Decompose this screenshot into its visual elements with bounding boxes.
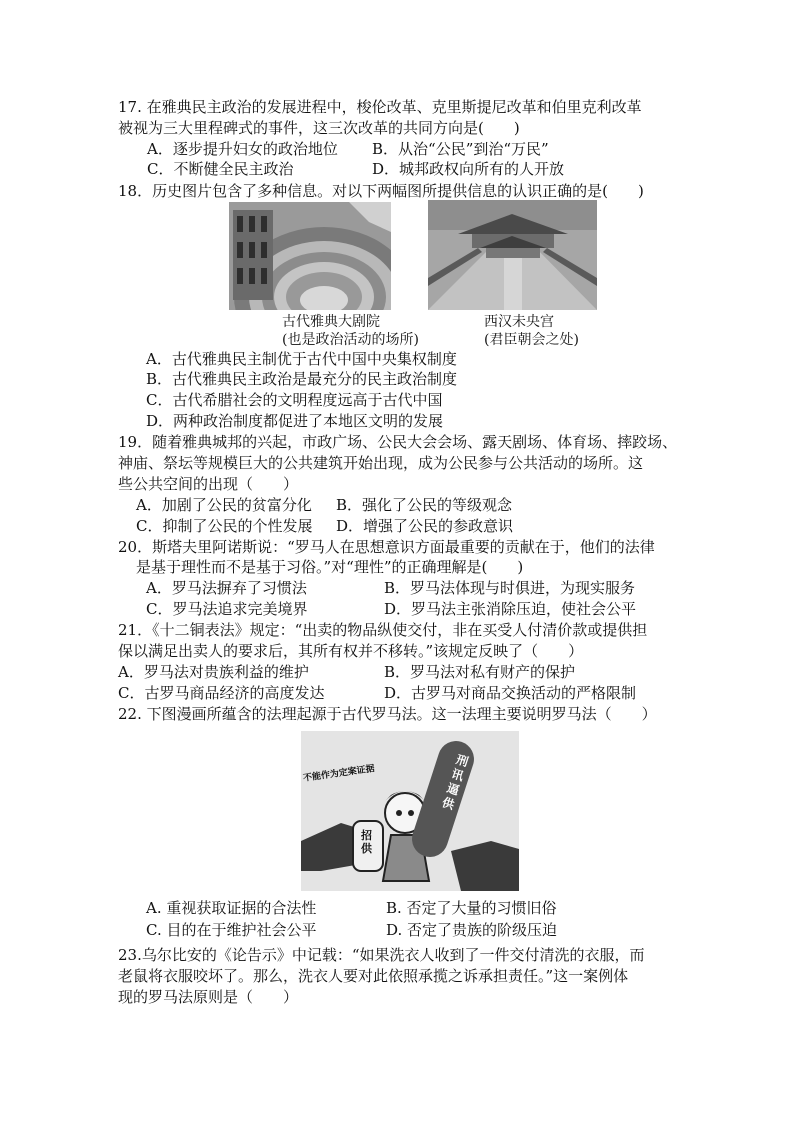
q17-option-d: D．城邦政权向所有的人开放 xyxy=(372,160,565,178)
athens-theatre-caption: 古代雅典大剧院 xyxy=(282,314,380,330)
q17-option-a: A．逐步提升妇女的政治地位 xyxy=(147,140,338,158)
q22-stem-line1: 22. 下图漫画所蕴含的法理起源于古代罗马法。这一法理主要说明罗马法（ ） xyxy=(118,705,657,723)
q18-option-b: B．古代雅典民主政治是最充分的民主政治制度 xyxy=(146,370,458,388)
q22-option-a: A. 重视获取证据的合法性 xyxy=(146,899,317,917)
q18-option-a: A．古代雅典民主制优于古代中国中央集权制度 xyxy=(146,350,457,368)
q19-option-b: B．强化了公民的等级观念 xyxy=(336,496,513,514)
q22-option-c: C. 目的在于维护社会公平 xyxy=(146,921,317,939)
q17-stem-line1: 17. 在雅典民主政治的发展进程中，梭伦改革、克里斯提尼改革和伯里克利改革 xyxy=(118,98,642,116)
torture-confession-cartoon xyxy=(301,731,519,891)
weiyang-palace-caption: 西汉未央宫 xyxy=(484,314,554,330)
q18-option-d: D．两种政治制度都促进了本地区文明的发展 xyxy=(146,412,444,430)
q17-stem-line2: 被视为三大里程碑式的事件，这三次改革的共同方向是( ) xyxy=(118,119,520,137)
q19-option-d: D．增强了公民的参政意识 xyxy=(336,517,514,535)
q21-option-c: C．古罗马商品经济的高度发达 xyxy=(118,684,325,702)
q20-option-a: A．罗马法摒弃了习惯法 xyxy=(146,579,307,597)
q20-stem-line1: 20．斯塔夫里阿诺斯说：“罗马人在思想意识方面最重要的贡献在于，他们的法律 xyxy=(118,538,655,556)
q18-stem-line1: 18．历史图片包含了多种信息。对以下两幅图所提供信息的认识正确的是( ) xyxy=(118,182,644,200)
athens-theatre-subcaption: (也是政治活动的场所) xyxy=(282,332,419,348)
q21-stem-line1: 21．《十二铜表法》规定：“出卖的物品纵使交付，非在买受人付清价款或提供担 xyxy=(118,621,648,639)
q21-option-d: D．古罗马对商品交换活动的严格限制 xyxy=(384,684,637,702)
q18-option-c: C．古代希腊社会的文明程度远高于古代中国 xyxy=(146,391,443,409)
cartoon-banner-text: 不能作为定案证据 xyxy=(302,764,376,784)
q17-option-b: B．从治“公民”到治“万民” xyxy=(372,140,549,158)
q21-option-b: B．罗马法对私有财产的保护 xyxy=(384,663,576,681)
cartoon-club-text: 刑讯逼供 xyxy=(440,752,471,813)
weiyang-palace-image xyxy=(428,200,597,310)
q19-option-a: A．加剧了公民的贫富分化 xyxy=(136,496,312,514)
q19-stem-line2: 神庙、祭坛等规模巨大的公共建筑开始出现，成为公民参与公共活动的场所。这 xyxy=(118,454,644,472)
q21-stem-line2: 保以满足出卖人的要求后，其所有权并不移转。”该规定反映了（ ） xyxy=(118,642,584,660)
q20-option-d: D．罗马法主张消除压迫，使社会公平 xyxy=(384,600,637,618)
cartoon-paper-text: 招供 xyxy=(361,829,372,855)
athens-theatre-photo xyxy=(229,202,391,310)
q17-option-c: C．不断健全民主政治 xyxy=(147,160,294,178)
q20-option-c: C．罗马法追求完美境界 xyxy=(146,600,308,618)
q21-option-a: A．罗马法对贵族利益的维护 xyxy=(118,663,309,681)
q19-stem-line1: 19．随着雅典城邦的兴起，市政广场、公民大会会场、露天剧场、体育场、摔跤场、 xyxy=(118,433,678,451)
q20-stem-line2: 是基于理性而不是基于习俗。”对“理性”的正确理解是( ) xyxy=(136,558,524,576)
q19-option-c: C．抑制了公民的个性发展 xyxy=(136,517,313,535)
q20-option-b: B．罗马法体现与时俱进，为现实服务 xyxy=(384,579,636,597)
q22-option-d: D. 否定了贵族的阶级压迫 xyxy=(386,921,558,939)
q23-stem-line2: 老鼠将衣服咬坏了。那么，洗衣人要对此依照承揽之诉承担责任。”这一案例体 xyxy=(118,967,629,985)
q19-stem-line3: 些公共空间的出现（ ） xyxy=(118,475,299,493)
q22-option-b: B. 否定了大量的习惯旧俗 xyxy=(386,899,557,917)
q23-stem-line3: 现的罗马法原则是（ ） xyxy=(118,988,299,1006)
q23-stem-line1: 23.乌尔比安的《论告示》中记载：“如果洗衣人收到了一件交付清洗的衣服，而 xyxy=(118,946,645,964)
weiyang-palace-subcaption: (君臣朝会之处) xyxy=(484,332,579,348)
